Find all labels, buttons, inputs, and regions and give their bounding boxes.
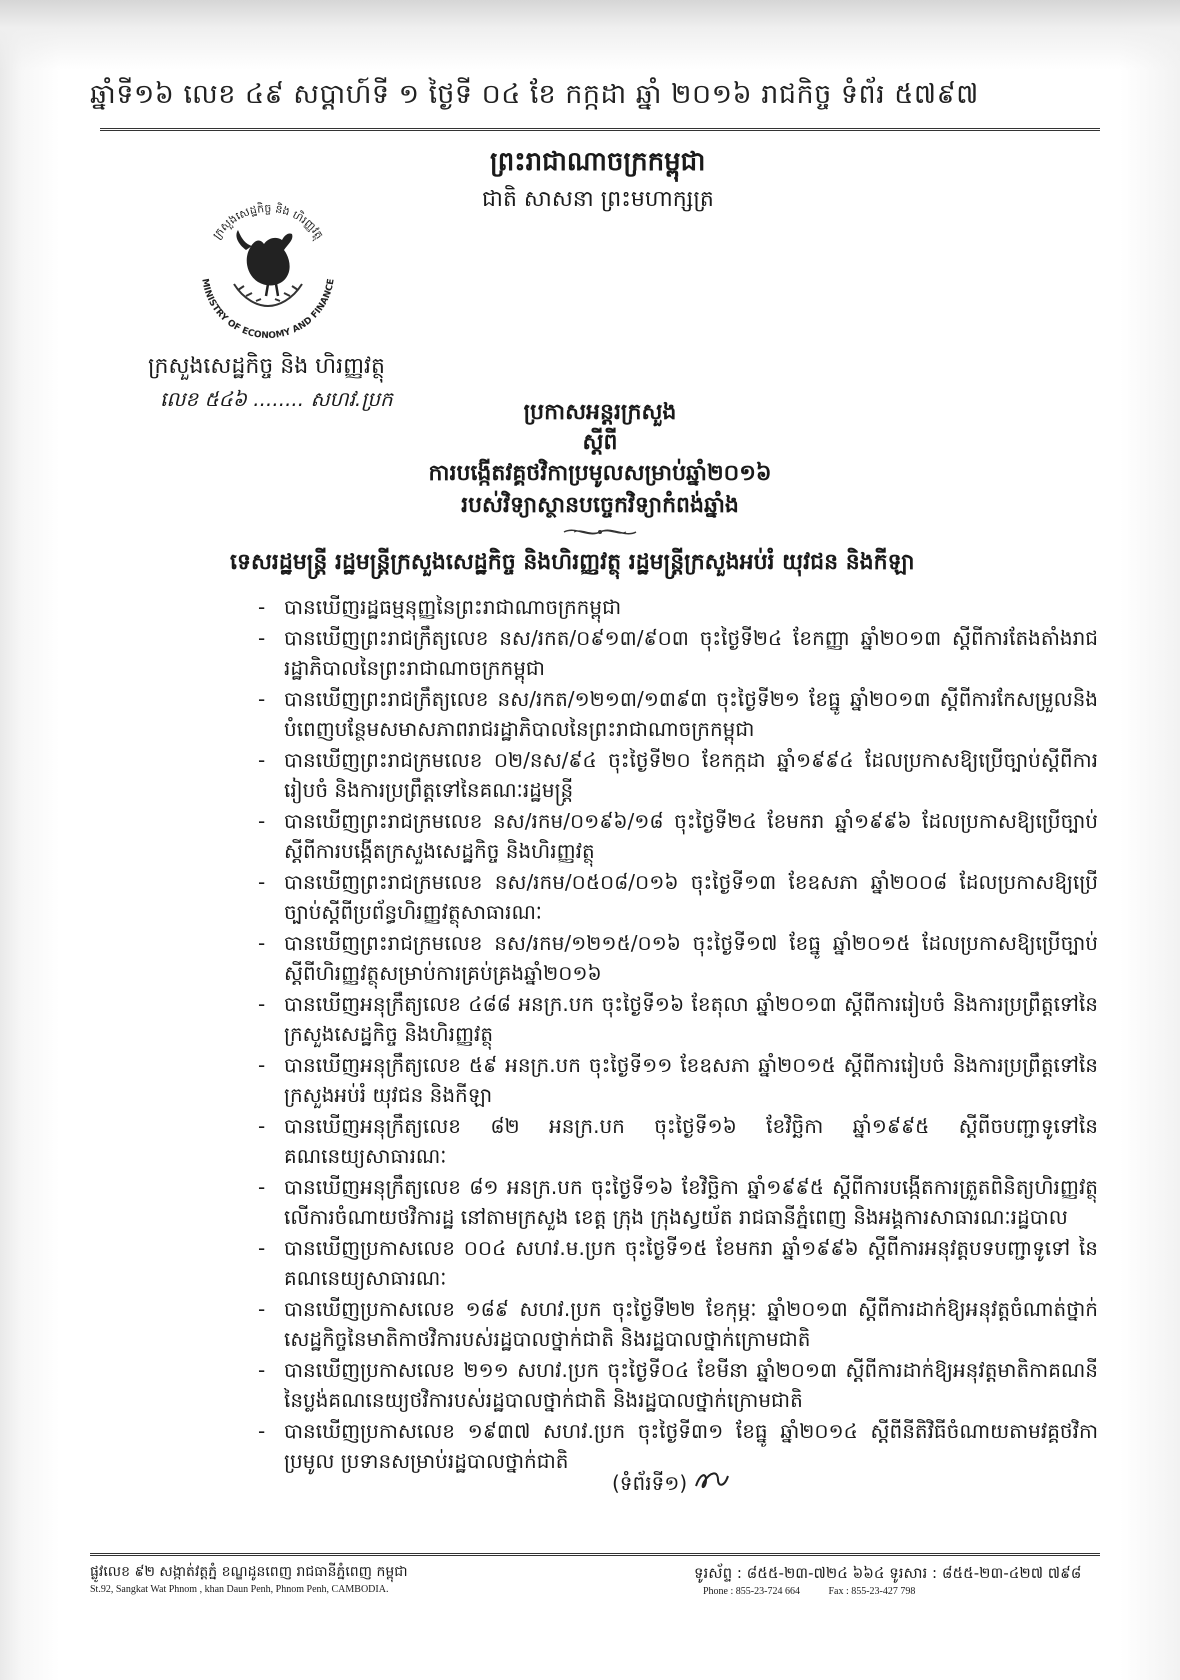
reference-text: បានឃើញប្រកាសលេខ ១៨៩ សហវ.ប្រក ចុះថ្ងៃទី២២ ខែកុម្ភៈ ឆ្នាំ២០១៣ ស្តីពីការដាក់ឱ្យអនុវត្តចំណាត់ថ្នាក់សេដ្ឋកិច្ចនៃមាតិកាថវិការបស់រដ្ឋបាលថ្នាក់ជាតិ និងរដ្ឋបាលថ្នាក់ក្រោមជាតិ xyxy=(284,1297,1098,1351)
footer-rule xyxy=(90,1553,1100,1556)
reference-item xyxy=(258,1050,1098,1110)
reference-item xyxy=(258,684,1098,744)
reference-text: បានឃើញរដ្ឋធម្មនុញ្ញនៃព្រះរាជាណាចក្រកម្ពុជា xyxy=(284,595,622,619)
reference-item xyxy=(258,867,1098,927)
reference-text: បានឃើញប្រកាសលេខ ០០៤ សហវ.ម.ប្រក ចុះថ្ងៃទី១៥ ខែមករា ឆ្នាំ១៩៩៦ ស្តីពីការអនុវត្តបទបញ្ជាទូទៅ នៃគណនេយ្យសាធារណៈ xyxy=(284,1236,1098,1290)
reference-text: បានឃើញព្រះរាជក្រមលេខ នស/រកម/១២១៥/០១៦ ចុះថ្ងៃទី១៧ ខែធ្នូ ឆ្នាំ២០១៥ ដែលប្រកាសឱ្យប្រើច្បាប់ស្តីពីហិរញ្ញវត្ថុសម្រាប់ការគ្រប់គ្រងឆ្នាំ២០១៦ xyxy=(284,931,1098,985)
scan-shadow xyxy=(0,0,1180,70)
reference-text: បានឃើញអនុក្រឹត្យលេខ ៤៨៨ អនក្រ.បក ចុះថ្ងៃទី១៦ ខែតុលា ឆ្នាំ២០១៣ ស្តីពីការរៀបចំ និងការប្រព្រឹត្តទៅនៃក្រសួងសេដ្ឋកិច្ច និងហិរញ្ញវត្ថុ xyxy=(284,992,1098,1046)
reference-item xyxy=(258,592,1098,622)
header-rule xyxy=(100,128,1100,131)
reference-text: បានឃើញព្រះរាជក្រមលេខ នស/រកម/០១៩៦/១៨ ចុះថ្ងៃទី២៤ ខែមករា ឆ្នាំ១៩៩៦ ដែលប្រកាសឱ្យប្រើច្បាប់ស្តីពីការបង្កើតក្រសួងសេដ្ឋកិច្ច និងហិរញ្ញវត្ថុ xyxy=(284,809,1098,863)
title-line-1: ប្រកាសអន្តរក្រសួង xyxy=(523,400,677,425)
ministry-name: ក្រសួងសេដ្ឋកិច្ច និង ហិរញ្ញវត្ថុ xyxy=(148,354,385,379)
preamble: ទេសរដ្ឋមន្ត្រី រដ្ឋមន្ត្រីក្រសួងសេដ្ឋកិច្ច និងហិរញ្ញវត្ថុ រដ្ឋមន្ត្រីក្រសួងអប់រំ យុវជន និងកីឡា xyxy=(230,550,915,575)
reference-text: បានឃើញអនុក្រឹត្យលេខ ៥៩ អនក្រ.បក ចុះថ្ងៃទី១១ ខែឧសភា ឆ្នាំ២០១៥ ស្តីពីការរៀបចំ និងការប្រព្រឹត្តទៅនៃក្រសួងអប់រំ យុវជន និងកីឡា xyxy=(284,1053,1098,1107)
dash-bullet: - xyxy=(258,1236,266,1260)
footer-phone-en: Phone : 855-23-724 664 xyxy=(703,1586,800,1597)
ministry-seal xyxy=(188,188,348,348)
reference-item xyxy=(258,1111,1098,1171)
dash-bullet: - xyxy=(258,809,266,833)
reference-item xyxy=(258,1355,1098,1415)
rooster-icon xyxy=(236,230,292,296)
footer-phone-km: ទូរស័ព្ទ : ៨៥៥-២៣-៧២៤ ៦៦៤ ទូរសារ : ៨៥៥-២៣-៤២៧ ៧៩៨ xyxy=(694,1564,1082,1582)
reference-item xyxy=(258,1172,1098,1232)
dash-bullet: - xyxy=(258,1053,266,1077)
reference-item xyxy=(258,989,1098,1049)
reference-item xyxy=(258,1233,1098,1293)
footer-contact-en xyxy=(703,1586,941,1597)
dash-bullet: - xyxy=(258,1358,266,1382)
dash-bullet: - xyxy=(258,1419,266,1443)
reference-text: បានឃើញអនុក្រឹត្យលេខ ៨១ អនក្រ.បក ចុះថ្ងៃទី១៦ ខែវិច្ឆិកា ឆ្នាំ១៩៩៥ ស្តីពីការបង្កើតការត្រួតពិនិត្យហិរញ្ញវត្ថុ លើការចំណាយថវិការដ្ឋ នៅតាមក្រសួង ខេត្ត ក្រុង ក្រុងស្វយ័ត រាជធានីភ្នំពេញ និងអង្គការសាធារណៈរដ្ឋបាល xyxy=(284,1175,1098,1229)
dash-bullet: - xyxy=(258,992,266,1016)
document-title xyxy=(300,398,900,522)
legal-references-list xyxy=(258,592,1098,1477)
page-number: (ទំព័រទី១) xyxy=(612,1471,688,1495)
gazette-header: ឆ្នាំទី១៦ លេខ ៤៩ សប្តាហ៍ទី ១ ថ្ងៃទី ០៤ ខែ កក្កដា ឆ្នាំ ២០១៦ រាជកិច្ច ទំព័រ ៥៧៩៧ xyxy=(90,79,979,110)
kingdom-title: ព្រះរាជាណាចក្រកម្ពុជា xyxy=(490,147,706,177)
dash-bullet: - xyxy=(258,626,266,650)
seal-text-km: ក្រសួងសេដ្ឋកិច្ច និង ហិរញ្ញវត្ថុ xyxy=(210,201,326,242)
reference-item xyxy=(258,928,1098,988)
ornament-divider-icon xyxy=(560,524,640,540)
reference-item xyxy=(258,806,1098,866)
dash-bullet: - xyxy=(258,687,266,711)
reference-item xyxy=(258,1294,1098,1354)
initials-signature xyxy=(692,1466,732,1494)
national-motto: ជាតិ សាសនា ព្រះមហាក្សត្រ xyxy=(482,187,714,212)
title-line-4: របស់វិទ្យាស្ថានបច្ចេកវិទ្យាកំពង់ឆ្នាំង xyxy=(461,493,739,518)
dash-bullet: - xyxy=(258,1297,266,1321)
title-line-3: ការបង្កើតវគ្គថវិកាប្រមូលសម្រាប់ឆ្នាំ២០១៦ xyxy=(428,461,772,486)
reference-text: បានឃើញព្រះរាជក្រមលេខ ០២/នស/៩៤ ចុះថ្ងៃទី២០ ខែកក្កដា ឆ្នាំ១៩៩៤ ដែលប្រកាសឱ្យប្រើច្បាប់ស្តីពីការរៀបចំ និងការប្រព្រឹត្តទៅនៃគណៈរដ្ឋមន្ត្រី xyxy=(284,748,1098,802)
footer-address-en: St.92, Sangkat Wat Phnom , khan Daun Penh, Phnom Penh, CAMBODIA. xyxy=(90,1584,389,1595)
reference-text: បានឃើញព្រះរាជក្រឹត្យលេខ នស/រកត/១២១៣/១៣៩៣ ចុះថ្ងៃទី២១ ខែធ្នូ ឆ្នាំ២០១៣ ស្តីពីការកែសម្រួលនិងបំពេញបន្ថែមសមាសភាពរាជរដ្ឋាភិបាលនៃព្រះរាជាណាចក្រកម្ពុជា xyxy=(284,687,1098,741)
reference-text: បានឃើញព្រះរាជក្រមលេខ នស/រកម/០៥០៨/០១៦ ចុះថ្ងៃទី១៣ ខែឧសភា ឆ្នាំ២០០៨ ដែលប្រកាសឱ្យប្រើច្បាប់ស្តីពីប្រព័ន្ធហិរញ្ញវត្ថុសាធារណៈ xyxy=(284,870,1098,924)
dash-bullet: - xyxy=(258,870,266,894)
reference-text: បានឃើញអនុក្រឹត្យលេខ ៨២ អនក្រ.បក ចុះថ្ងៃទី១៦ ខែវិច្ឆិកា ឆ្នាំ១៩៩៥ ស្តីពីចបញ្ជាទូទៅនៃគណនេយ្យសាធារណៈ xyxy=(284,1114,1098,1168)
dash-bullet: - xyxy=(258,931,266,955)
dash-bullet: - xyxy=(258,1114,266,1138)
reference-item xyxy=(258,745,1098,805)
dash-bullet: - xyxy=(258,1175,266,1199)
reference-text: បានឃើញប្រកាសលេខ ១៩៣៧ សហវ.ប្រក ចុះថ្ងៃទី៣១ ខែធ្នូ ឆ្នាំ២០១៤ ស្តីពីនីតិវិធីចំណាយតាមវគ្គថវិកាប្រមូល ប្រទានសម្រាប់រដ្ឋបាលថ្នាក់ជាតិ xyxy=(284,1419,1098,1473)
title-line-2: ស្តីពី xyxy=(582,430,618,455)
footer-fax-en: Fax : 855-23-427 798 xyxy=(828,1586,916,1597)
footer-address-km: ផ្លូវលេខ ៩២ សង្កាត់វត្តភ្នំ ខណ្ឌដូនពេញ រាជធានីភ្នំពេញ កម្ពុជា xyxy=(90,1564,408,1580)
dash-bullet: - xyxy=(258,595,266,619)
reference-text: បានឃើញព្រះរាជក្រឹត្យលេខ នស/រកត/០៩១៣/៩០៣ ចុះថ្ងៃទី២៤ ខែកញ្ញា ឆ្នាំ២០១៣ ស្តីពីការតែងតាំងរាជរដ្ឋាភិបាលនៃព្រះរាជាណាចក្រកម្ពុជា xyxy=(284,626,1098,680)
reference-number: លេខ ៥៤៦ ........ សហវ.ប្រក xyxy=(160,387,393,411)
reference-item xyxy=(258,623,1098,683)
reference-item xyxy=(258,1416,1098,1476)
reference-text: បានឃើញប្រកាសលេខ ២១១ សហវ.ប្រក ចុះថ្ងៃទី០៤ ខែមីនា ឆ្នាំ២០១៣ ស្តីពីការដាក់ឱ្យអនុវត្តមាតិកាគណនី នៃប្លង់គណនេយ្យថវិការបស់រដ្ឋបាលថ្នាក់ជាតិ និងរដ្ឋបាលថ្នាក់ក្រោមជាតិ xyxy=(284,1358,1098,1412)
svg-text:ក្រសួងសេដ្ឋកិច្ច និង ហិរញ្ញវត្ xyxy=(210,201,326,243)
seal-text-en: MINISTRY OF ECONOMY AND FINANCE xyxy=(199,277,337,342)
dash-bullet: - xyxy=(258,748,266,772)
